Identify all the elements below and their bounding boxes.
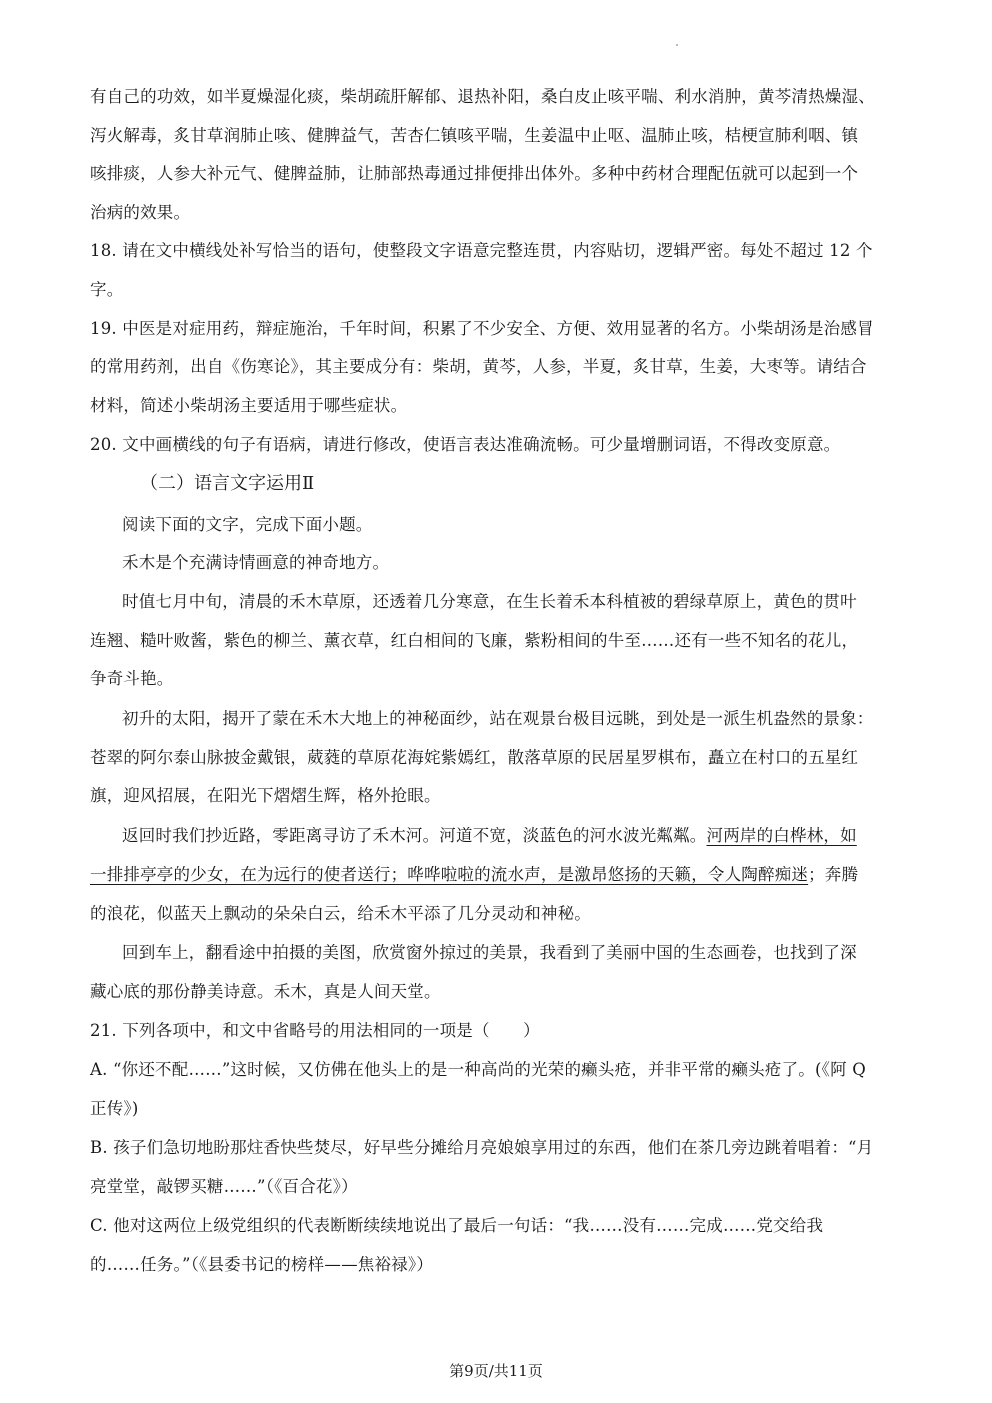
text-line: 泻火解毒，炙甘草润肺止咳、健脾益气，苦杏仁镇咳平喘，生姜温中止呕、温肺止咳，桔梗宣肺利咽、镇: [90, 126, 859, 145]
passage-line: 苍翠的阿尔泰山脉披金戴银，葳蕤的草原花海姹紫嫣红，散落草原的民居星罗棋布，矗立在村口的五星红: [90, 748, 859, 767]
reading-instruction: 阅读下面的文字，完成下面小题。: [122, 515, 373, 534]
passage-text: 返回时我们抄近路，零距离寻访了禾木河。河道不宽，淡蓝色的河水波光粼粼。: [122, 826, 707, 845]
passage-line: 藏心底的那份静美诗意。禾木，真是人间天堂。: [90, 982, 441, 1001]
option-c-cont: 的……任务。”（《县委书记的榜样——焦裕禄》）: [90, 1255, 434, 1274]
question-19-cont: 的常用药剂，出自《伤寒论》，其主要成分有：柴胡，黄芩，人参，半夏，炙甘草，生姜，大枣等。请结合: [90, 357, 867, 376]
underlined-sentence: 一排排亭亭的少女，在为远行的使者送行；哗哗啦啦的流水声，是激昂悠扬的天籁，令人陶醉痴迷: [90, 865, 809, 884]
question-19-cont: 材料，简述小柴胡汤主要适用于哪些症状。: [90, 396, 408, 415]
underlined-sentence: 河两岸的白桦林，如: [706, 826, 857, 845]
text-line: 治病的效果。: [90, 203, 191, 222]
section-heading: （二）语言文字运用Ⅱ: [140, 473, 315, 494]
passage-line: 争奇斗艳。: [90, 669, 174, 688]
page-footer: 第9页/共11页: [449, 1362, 543, 1380]
question-18: 18. 请在文中横线处补写恰当的语句，使整段文字语意完整连贯，内容贴切，逻辑严密。每处不超过 12 个: [90, 241, 873, 260]
scan-speck: [676, 44, 678, 46]
option-a: A. “你还不配……”这时候，又仿佛在他头上的是一种高尚的光荣的癞头疮，并非平常的癞头疮了。(《阿 Q: [90, 1060, 866, 1079]
question-19: 19. 中医是对症用药，辩症施治，千年时间，积累了不少安全、方便、效用显著的名方。小柴胡汤是治感冒: [90, 319, 874, 338]
text-line: 咳排痰，人参大补元气、健脾益肺，让肺部热毒通过排便排出体外。多种中药材合理配伍就可以起到一个: [90, 164, 859, 183]
passage-paragraph-3: 初升的太阳，揭开了蒙在禾木大地上的神秘面纱，站在观景台极目远眺，到处是一派生机盎然的景象：: [122, 709, 874, 728]
passage-line: 连翘、糙叶败酱，紫色的柳兰、薰衣草，红白相间的飞廉，紫粉相间的牛至……还有一些不知名的花儿，: [90, 631, 859, 650]
passage-paragraph-1: 禾木是个充满诗情画意的神奇地方。: [122, 553, 390, 572]
passage-paragraph-5: 回到车上，翻看途中拍摄的美图，欣赏窗外掠过的美景，我看到了美丽中国的生态画卷，也找到了深: [122, 943, 857, 962]
option-a-cont: 正传》): [90, 1099, 139, 1118]
passage-line: 的浪花，似蓝天上飘动的朵朵白云，给禾木平添了几分灵动和神秘。: [90, 904, 591, 923]
passage-paragraph-2: 时值七月中旬，清晨的禾木草原，还透着几分寒意，在生长着禾本科植被的碧绿草原上，黄色的贯叶: [122, 592, 857, 611]
question-20: 20. 文中画横线的句子有语病，请进行修改，使语言表达准确流畅。可少量增删词语，不得改变原意。: [90, 435, 841, 454]
passage-line: 旗，迎风招展，在阳光下熠熠生辉，格外抢眼。: [90, 786, 441, 805]
question-21: 21. 下列各项中，和文中省略号的用法相同的一项是（ ）: [90, 1021, 540, 1040]
text-line: 有自己的功效，如半夏燥湿化痰，柴胡疏肝解郁、退热补阳，桑白皮止咳平喘、利水消肿，黄芩清热燥湿、: [90, 87, 875, 106]
option-b: B. 孩子们急切地盼那炷香快些焚尽，好早些分摊给月亮娘娘享用过的东西，他们在茶几旁边跳着唱着：“月: [90, 1138, 874, 1157]
passage-paragraph-4: [122, 826, 857, 846]
passage-text: ；奔腾: [808, 865, 859, 884]
option-b-cont: 亮堂堂，敲锣买糖……”（《百合花》）: [90, 1177, 358, 1196]
passage-line: [90, 865, 858, 885]
option-c: C. 他对这两位上级党组织的代表断断续续地说出了最后一句话：“我……没有……完成……党交给我: [90, 1216, 824, 1235]
question-18-cont: 字。: [90, 280, 124, 299]
